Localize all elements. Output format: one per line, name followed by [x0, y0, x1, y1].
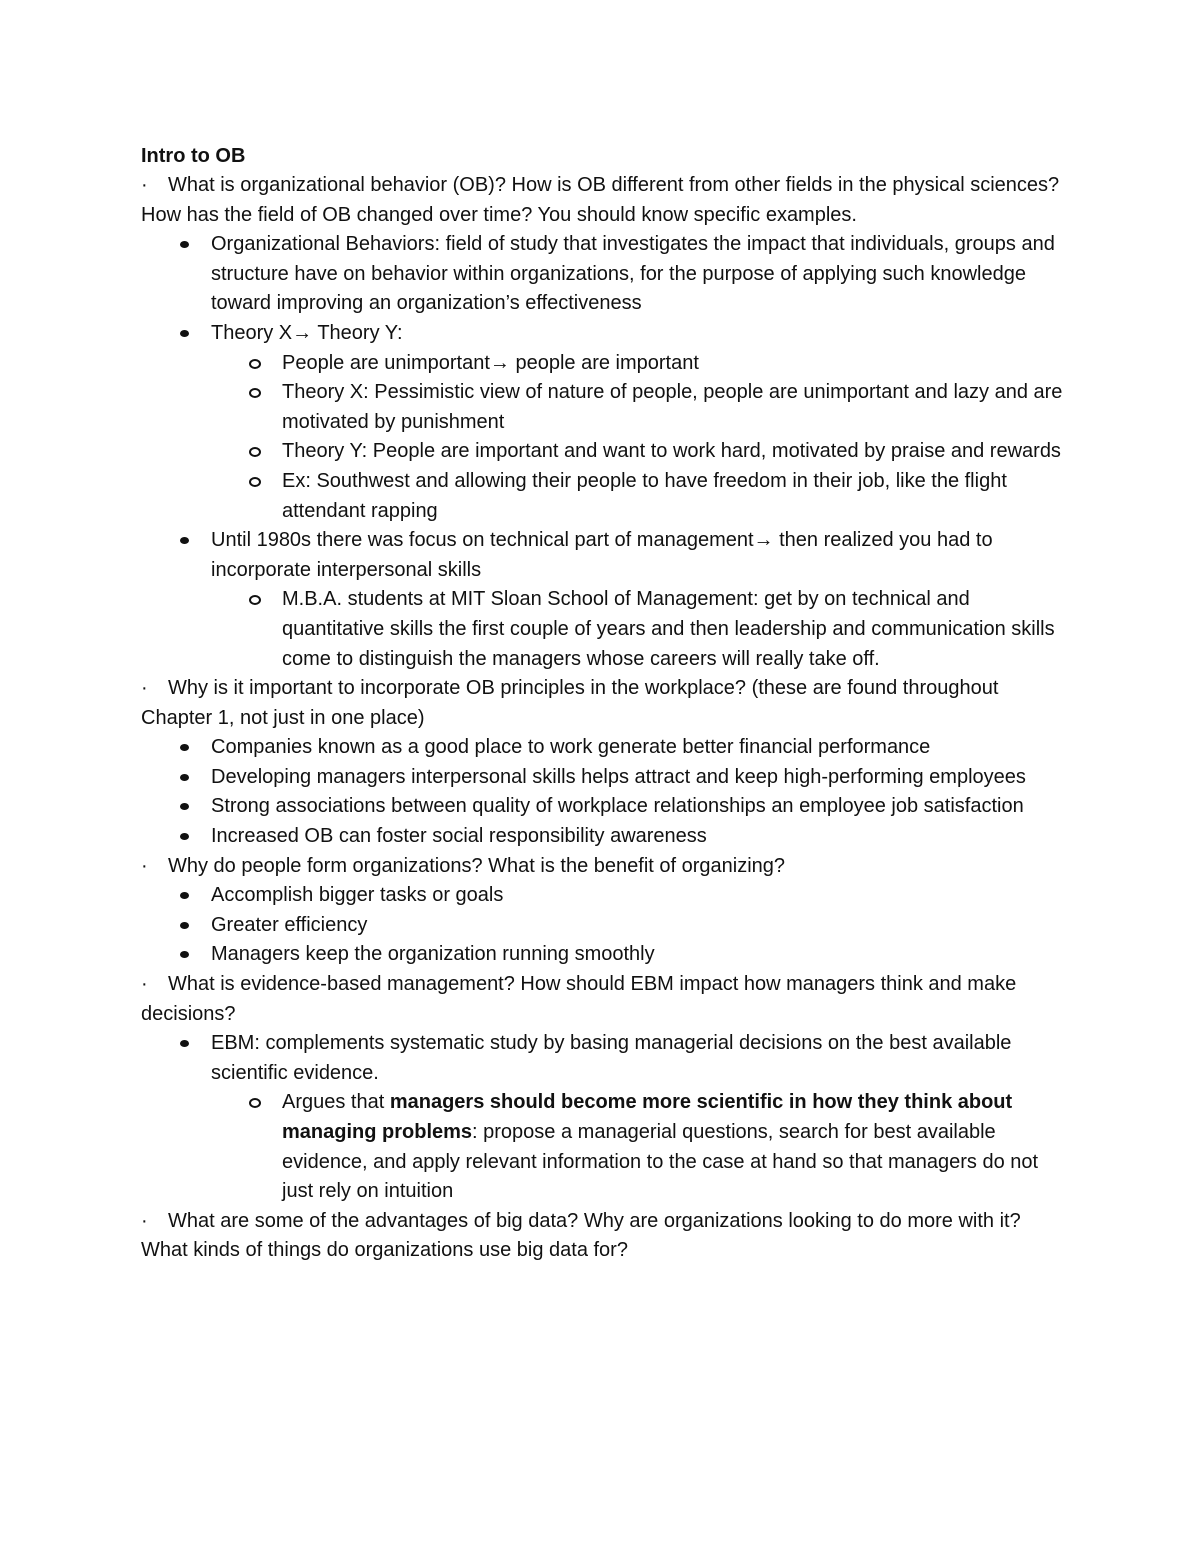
- list-item: [141, 733, 1071, 763]
- list-item-text: Accomplish bigger tasks or goals: [211, 884, 504, 907]
- sub-item-text: People are unimportant→ people are important: [282, 351, 699, 374]
- document-page: [141, 142, 1071, 1266]
- sub-list-item: [141, 437, 1071, 467]
- sub-list: [211, 1088, 1071, 1206]
- list-item: [141, 763, 1071, 793]
- question-text: Why do people form organizations? What is the benefit of organizing?: [168, 854, 786, 877]
- sub-item-bold-text: managers should become more scientific in how they think about managing problems: [282, 1091, 1013, 1143]
- list-item: [141, 319, 1071, 526]
- list-item: [141, 940, 1071, 970]
- sub-list-item: [141, 378, 1071, 437]
- document-title: Intro to OB: [141, 145, 246, 167]
- filled-bullet-icon: [180, 1040, 189, 1047]
- list-item-text: Developing managers interpersonal skills helps attract and keep high-performing employees: [211, 765, 1026, 788]
- filled-bullet-icon: [180, 774, 189, 781]
- list-item: [141, 881, 1071, 911]
- filled-bullet-icon: [180, 833, 189, 840]
- answer-list-2: [141, 733, 1071, 851]
- filled-bullet-icon: [180, 951, 189, 958]
- list-item: [141, 911, 1071, 941]
- filled-bullet-icon: [180, 330, 189, 337]
- filled-bullet-icon: [180, 892, 189, 899]
- list-item: [141, 1029, 1071, 1207]
- sub-list: [211, 585, 1071, 674]
- filled-bullet-icon: [180, 922, 189, 929]
- question-5: [141, 1207, 1071, 1266]
- list-item-text: Theory X→ Theory Y:: [211, 321, 403, 344]
- filled-bullet-icon: [180, 803, 189, 810]
- answer-list-1: [141, 230, 1071, 674]
- question-text: What is evidence-based management? How should EBM impact how managers think and make decisions?: [141, 973, 1017, 1025]
- question-text: What is organizational behavior (OB)? How is OB different from other fields in the physical sciences? How has the field of OB changed over time? You should know specific examples.: [141, 174, 1060, 226]
- sub-list: [211, 349, 1071, 527]
- filled-bullet-icon: [180, 241, 189, 248]
- question-3: [141, 852, 1071, 882]
- answer-list-3: [141, 881, 1071, 970]
- question-text: What are some of the advantages of big data? Why are organizations looking to do more with it? What kinds of things do organizations use big data for?: [141, 1209, 1021, 1262]
- sub-list-item: [141, 585, 1071, 674]
- sub-list-item: [141, 467, 1071, 526]
- list-item-text: Organizational Behaviors: field of study that investigates the impact that individuals, groups and structure have on behavior within organizations, for the purpose of applying such knowledge toward improving an organization’s effectiveness: [211, 233, 1055, 315]
- list-item-text: Strong associations between quality of workplace relationships an employee job satisfaction: [211, 795, 1024, 818]
- list-item-text: Until 1980s there was focus on technical part of management→ then realized you had to incorporate interpersonal skills: [211, 529, 993, 581]
- sub-list-item: [141, 349, 1071, 379]
- sub-item-text: Argues that: [282, 1091, 390, 1114]
- bullet-dot: ·: [141, 973, 148, 996]
- answer-list-4: [141, 1029, 1071, 1207]
- filled-bullet-icon: [180, 744, 189, 751]
- hollow-bullet-icon: [249, 388, 261, 398]
- hollow-bullet-icon: [249, 595, 261, 605]
- question-4: [141, 970, 1071, 1029]
- bullet-dot: ·: [141, 174, 148, 196]
- sub-item-text: : propose a managerial questions, search for best available evidence, and apply relevant information to the case at hand so that managers do not just rely on intuition: [282, 1121, 1039, 1203]
- list-item-text: Managers keep the organization running smoothly: [211, 943, 655, 966]
- hollow-bullet-icon: [249, 477, 261, 487]
- bullet-dot: ·: [141, 677, 148, 700]
- sub-item-text: Theory X: Pessimistic view of nature of people, people are unimportant and lazy and are motivated by punishment: [282, 381, 1063, 433]
- list-item-text: Companies known as a good place to work generate better financial performance: [211, 736, 931, 759]
- list-item: [141, 822, 1071, 852]
- sub-item-text: Theory Y: People are important and want to work hard, motivated by praise and rewards: [282, 440, 1061, 463]
- list-item: [141, 526, 1071, 674]
- hollow-bullet-icon: [249, 359, 261, 369]
- sub-list-item: [141, 1088, 1071, 1206]
- hollow-bullet-icon: [249, 447, 261, 457]
- question-2: [141, 674, 1071, 733]
- list-item-text: Increased OB can foster social responsibility awareness: [211, 825, 707, 848]
- filled-bullet-icon: [180, 537, 189, 544]
- sub-item-text: Ex: Southwest and allowing their people to have freedom in their job, like the flight attendant rapping: [282, 469, 1007, 522]
- list-item: [141, 230, 1071, 319]
- sub-item-text: M.B.A. students at MIT Sloan School of Management: get by on technical and quantitative skills the first couple of years and then leadership and communication skills come to distinguish the managers whose careers will really take off.: [282, 588, 1055, 670]
- list-item: [141, 792, 1071, 822]
- question-text: Why is it important to incorporate OB principles in the workplace? (these are found throughout Chapter 1, not just in one place): [141, 677, 999, 729]
- hollow-bullet-icon: [249, 1098, 261, 1108]
- list-item-text: Greater efficiency: [211, 913, 368, 936]
- question-1: [141, 171, 1071, 230]
- bullet-dot: ·: [141, 1209, 148, 1232]
- bullet-dot: ·: [141, 854, 148, 877]
- list-item-text: EBM: complements systematic study by basing managerial decisions on the best available scientific evidence.: [211, 1032, 1012, 1084]
